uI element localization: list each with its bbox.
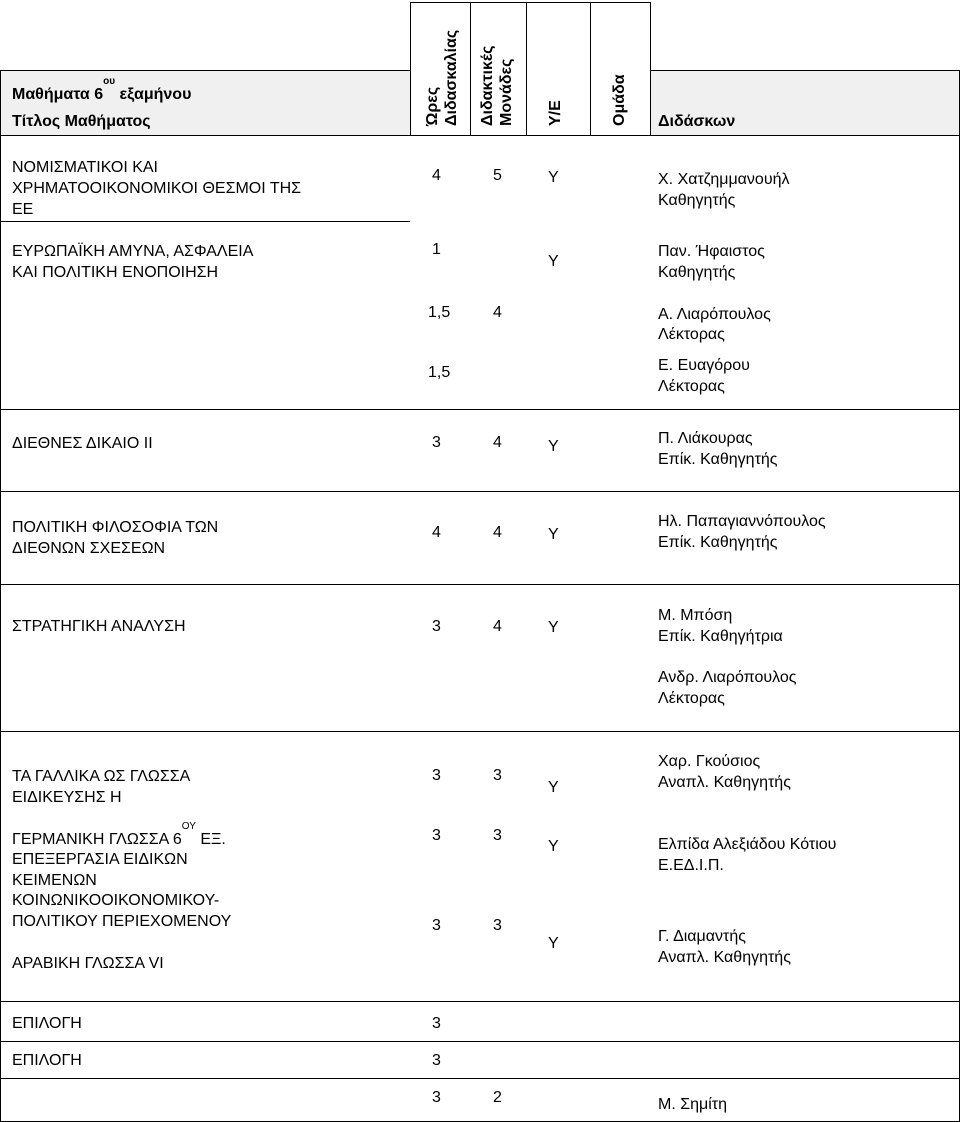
- semester-title: Μαθήματα $6^{o\upsilon}$ εξαμήνου: [12, 76, 192, 103]
- units-value: 3: [493, 917, 502, 934]
- instructor-name: Χ. Χατζημμανουήλ: [658, 171, 790, 188]
- course-title-line: ΝΟΜΙΣΜΑΤΙΚΟΙ ΚΑΙ: [12, 159, 158, 176]
- units-value: 4: [493, 434, 502, 451]
- ye-value: Υ: [548, 169, 559, 186]
- instructor-role: Αναπλ. Καθηγητής: [658, 949, 791, 966]
- course-title: ΕΠΙΛΟΓΗ: [12, 1015, 82, 1032]
- column-header-hours: Ώρες Διδασκαλίας: [424, 29, 460, 126]
- instructor-role: Λέκτορας: [658, 690, 725, 707]
- row3-bottom-line: [0, 491, 960, 492]
- row4-bottom-line: [0, 584, 960, 585]
- instructor-role: Λέκτορας: [658, 326, 725, 343]
- course-title-line: ΚΑΙ ΠΟΛΙΤΙΚΗ ΕΝΟΠΟΙΗΣΗ: [12, 264, 219, 281]
- instructor-name: Ε. Ευαγόρου: [658, 357, 750, 374]
- instructor-role: Επίκ. Καθηγήτρια: [658, 628, 783, 645]
- instructor-name: Μ. Μπόση: [658, 607, 733, 624]
- hours-value: 1,5: [428, 304, 451, 321]
- ye-value: Υ: [548, 619, 559, 636]
- units-value: 3: [493, 767, 502, 784]
- course-title-line: ΠΟΛΙΤΙΚΗ ΦΙΛΟΣΟΦΙΑ ΤΩΝ: [12, 519, 219, 536]
- header-col-divider-2: [470, 2, 471, 136]
- instructor-name: Μ. Σημίτη: [658, 1096, 727, 1113]
- hours-value: 3: [432, 1089, 441, 1106]
- course-title-line: ΓΕΡΜΑΝΙΚΗ ΓΛΩΣΣΑ $6^{O\Upsilon}$ ΕΞ.: [12, 821, 226, 848]
- instructor-name: Ανδρ. Λιαρόπουλος: [658, 669, 797, 686]
- ye-value: Υ: [548, 438, 559, 455]
- row1-bottom-line: [0, 221, 410, 222]
- ye-value: Υ: [548, 935, 559, 952]
- header-left-edge: [0, 70, 1, 136]
- course-title: ΕΠΙΛΟΓΗ: [12, 1052, 82, 1069]
- instructor-name: Παν. Ήφαιστος: [658, 243, 765, 260]
- hours-value: 3: [432, 1015, 441, 1032]
- course-title-line: ΚΟΙΝΩΝΙΚΟΟΙΚΟΝΟΜΙΚΟΥ-: [12, 892, 220, 909]
- ye-value: Υ: [548, 779, 559, 796]
- course-title-line: ΚΕΙΜΕΝΩΝ: [12, 872, 97, 889]
- course-title-line: ΧΡΗΜΑΤΟΟΙΚΟΝΟΜΙΚΟΙ ΘΕΣΜΟΙ ΤΗΣ: [12, 180, 302, 197]
- ye-value: Υ: [548, 838, 559, 855]
- row8-bottom-line: [0, 1078, 960, 1079]
- instructor-role: Καθηγητής: [658, 264, 736, 281]
- column-header-ye: Υ/Ε: [547, 100, 564, 126]
- ye-value: Υ: [548, 526, 559, 543]
- instructor-role: Αναπλ. Καθηγητής: [658, 774, 791, 791]
- instructor-role: Επίκ. Καθηγητής: [658, 534, 778, 551]
- units-value: 3: [493, 827, 502, 844]
- units-value: 2: [493, 1089, 502, 1106]
- instructor-name: Π. Λιάκουρας: [658, 430, 753, 447]
- course-title-line: ΕΠΕΞΕΡΓΑΣΙΑ ΕΙΔΙΚΩΝ: [12, 851, 188, 868]
- row7-bottom-line: [0, 1041, 960, 1042]
- course-title-line: ΤΑ ΓΑΛΛΙΚΑ ΩΣ ΓΛΩΣΣΑ: [12, 768, 191, 785]
- course-title-line: ΕΙΔΙΚΕΥΣΗΣ Η: [12, 789, 122, 806]
- ye-value: Υ: [548, 253, 559, 270]
- header-col-divider-1: [410, 2, 411, 136]
- row2-bottom-line: [0, 409, 960, 410]
- instructor-name: Χαρ. Γκούσιος: [658, 753, 761, 770]
- row5-bottom-line: [0, 731, 960, 732]
- instructor-name: Γ. Διαμαντής: [658, 928, 746, 945]
- column-header-instructors: Διδάσκων: [658, 113, 736, 130]
- table-left-edge: [0, 135, 1, 1122]
- hours-value: 3: [432, 917, 441, 934]
- hours-value: 3: [432, 767, 441, 784]
- instructor-name: Ελπίδα Αλεξιάδου Κότιου: [658, 836, 837, 853]
- units-value: 4: [493, 304, 502, 321]
- course-title-line: ΕΥΡΩΠΑΪΚΗ ΑΜΥΝΑ, ΑΣΦΑΛΕΙΑ: [12, 243, 254, 260]
- header-top-line: [0, 70, 410, 71]
- course-title-line: ΔΙΕΘΝΩΝ ΣΧΕΣΕΩΝ: [12, 540, 166, 557]
- instructor-name: Ηλ. Παπαγιαννόπουλος: [658, 513, 826, 530]
- course-title: ΔΙΕΘΝΕΣ ΔΙΚΑΙΟ ΙΙ: [12, 435, 153, 452]
- hours-value: 4: [432, 524, 441, 541]
- instructor-role: Ε.ΕΔ.Ι.Π.: [658, 857, 724, 874]
- column-header-course-title: Τίτλος Μαθήματος: [12, 113, 151, 130]
- hours-value: 1,5: [428, 364, 451, 381]
- header-col-divider-3: [526, 2, 527, 136]
- header-col-divider-5: [650, 2, 651, 136]
- instructor-role: Λέκτορας: [658, 378, 725, 395]
- instructor-role: Επίκ. Καθηγητής: [658, 451, 778, 468]
- hours-value: 3: [432, 1052, 441, 1069]
- instructor-name: Α. Λιαρόπουλος: [658, 306, 771, 323]
- hours-value: 3: [432, 434, 441, 451]
- row6-bottom-line: [0, 1001, 960, 1002]
- course-title-line: ΠΟΛΙΤΙΚΟΥ ΠΕΡΙΕΧΟΜΕΝΟΥ: [12, 913, 232, 930]
- hours-value: 1: [432, 241, 441, 258]
- units-value: 4: [493, 618, 502, 635]
- instructor-role: Καθηγητής: [658, 192, 736, 209]
- column-header-group: Ομάδα: [611, 74, 628, 126]
- column-header-units: Διδακτικές Μονάδες: [479, 45, 515, 126]
- hours-value: 4: [432, 167, 441, 184]
- hours-value: 3: [432, 827, 441, 844]
- header-top-line-right: [650, 70, 960, 71]
- course-title: ΣΤΡΑΤΗΓΙΚΗ ΑΝΑΛΥΣΗ: [12, 618, 186, 635]
- course-title: ΑΡΑΒΙΚΗ ΓΛΩΣΣΑ VI: [12, 955, 164, 972]
- course-title-line: ΕΕ: [12, 201, 34, 218]
- hours-value: 3: [432, 618, 441, 635]
- units-value: 5: [493, 167, 502, 184]
- units-value: 4: [493, 524, 502, 541]
- header-cols-top: [410, 2, 650, 3]
- header-bottom-line: [0, 135, 960, 136]
- header-col-divider-4: [590, 2, 591, 136]
